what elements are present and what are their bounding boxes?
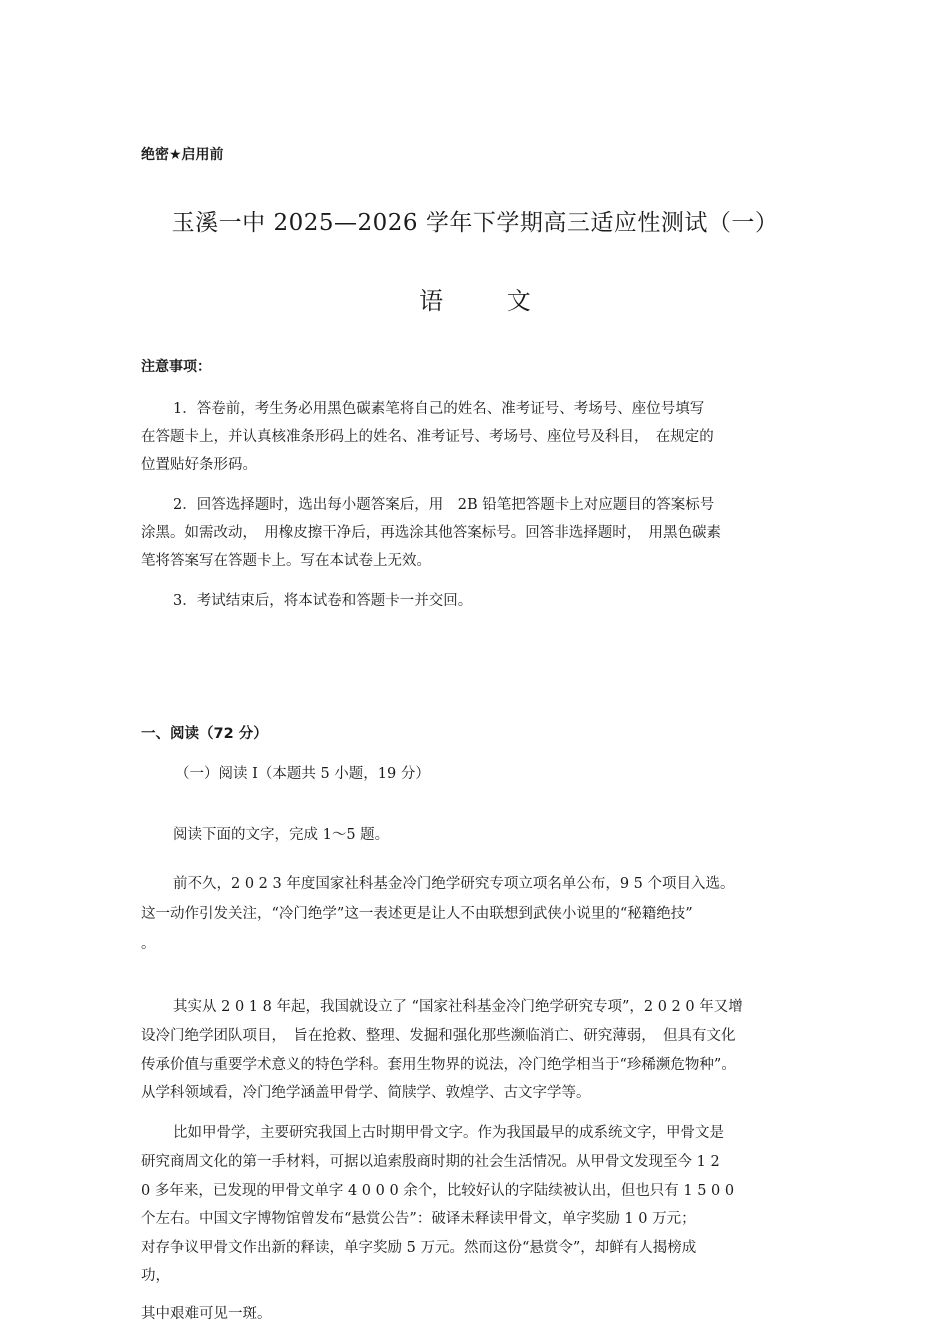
passage-p4-line-1: 其中艰难可见一斑。 [141, 1306, 272, 1322]
reading-instruction: 阅读下面的文字，完成 1～5 题。 [173, 827, 390, 843]
passage-p2-line-2: 设冷门绝学团队项目， 旨在抢救、整理、发掘和强化那些濒临消亡、研究薄弱， 但具有文化 [141, 1028, 736, 1044]
passage-p2-line-4: 从学科领域看，冷门绝学涵盖甲骨学、简牍学、敦煌学、古文字学等。 [141, 1085, 591, 1101]
subsection-heading: （一）阅读 I（本题共 5 小题，19 分） [175, 766, 430, 782]
notice-item-2-line-2: 涂黑。如需改动， 用橡皮擦干净后，再选涂其他答案标号。回答非选择题时， 用黑色碳素 [141, 525, 721, 541]
passage-p1-line-2: 这一动作引发关注，“冷门绝学”这一表述更是让人不由联想到武侠小说里的“秘籍绝技” [141, 906, 693, 922]
notice-item-2-line-3: 笔将答案写在答题卡上。写在本试卷上无效。 [141, 553, 431, 569]
passage-p3-line-5: 对存争议甲骨文作出新的释读，单字奖励 5 万元。然而这份“悬赏令”，却鲜有人揭榜成 [141, 1240, 697, 1256]
notice-item-1-line-1: 1．答卷前，考生务必用黑色碳素笔将自己的姓名、准考证号、考场号、座位号填写 [173, 401, 705, 417]
passage-p3-line-3: 0 多年来，已发现的甲骨文单字 4 0 0 0 余个，比较好认的字陆续被认出，但也只有 1 5 0 0 [141, 1183, 735, 1199]
confidential-mark: 绝密★启用前 [141, 147, 224, 163]
passage-p1-line-1: 前不久，2 0 2 3 年度国家社科基金冷门绝学研究专项立项名单公布，9 5 个项目入选。 [173, 876, 735, 892]
notice-item-1-line-2: 在答题卡上，并认真核准条形码上的姓名、准考证号、考场号、座位号及科目， 在规定的 [141, 429, 714, 445]
passage-p2-line-1: 其实从 2 0 1 8 年起，我国就设立了 “国家社科基金冷门绝学研究专项”，2 0 2 0 年又增 [173, 999, 743, 1015]
section-heading: 一、阅读（72 分） [141, 726, 268, 742]
passage-p1-line-3: 。 [141, 936, 156, 952]
notice-item-3-line-1: 3．考试结束后，将本试卷和答题卡一并交回。 [173, 593, 473, 609]
subject-title: 语 文 [419, 287, 559, 315]
notice-item-2-line-1: 2．回答选择题时，选出每小题答案后，用 2B 铅笔把答题卡上对应题目的答案标号 [173, 497, 715, 513]
notice-item-1-line-3: 位置贴好条形码。 [141, 457, 257, 473]
passage-p3-line-1: 比如甲骨学，主要研究我国上古时期甲骨文字。作为我国最早的成系统文字，甲骨文是 [173, 1125, 724, 1141]
passage-p2-line-3: 传承价值与重要学术意义的特色学科。套用生物界的说法，冷门绝学相当于“珍稀濒危物种”。 [141, 1057, 736, 1073]
notice-heading: 注意事项： [141, 359, 211, 375]
passage-p3-line-6: 功， [141, 1268, 170, 1284]
passage-p3-line-4: 个左右。中国文字博物馆曾发布“悬赏公告”：破译未释读甲骨文，单字奖励 1 0 万元； [141, 1211, 696, 1227]
passage-p3-line-2: 研究商周文化的第一手材料，可据以追索殷商时期的社会生活情况。从甲骨文发现至今 1 2 [141, 1154, 720, 1170]
exam-title: 玉溪一中 2025—2026 学年下学期高三适应性测试（一） [171, 210, 779, 236]
